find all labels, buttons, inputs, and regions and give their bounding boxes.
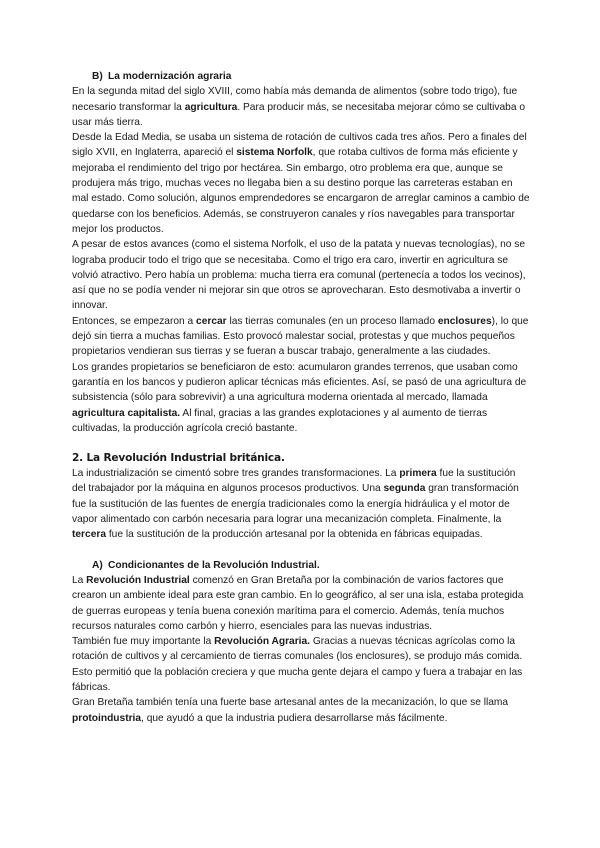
paragraph-tierra-comunal bbox=[72, 237, 530, 313]
text-run: comenzó en Gran Bretaña por la combinación de varios factores que crearon un ambiente ideal para este gran cambio. En lo geográfico, al ser una isla, estaba protegida de guerras europeas y tenía buena conexión marítima para el comercio. Además, tenía muchos recursos naturales como carbón y hierro, esenciales para las nuevas industrias. bbox=[72, 574, 524, 632]
bold-term: agricultura bbox=[184, 101, 238, 113]
text-run: Los grandes propietarios se beneficiaron de esto: acumularon grandes terrenos, que usaban como garantía en los bancos y pudieron aplicar técnicas más eficientes. Así, se pasó de una agricultura de subsistencia (sólo para sobrevivir) a una agricultura moderna orientada al mercado, llamada bbox=[72, 361, 527, 404]
bold-term: cercar bbox=[196, 315, 227, 327]
heading-letter: A) bbox=[92, 559, 103, 571]
paragraph-revolucion-agraria bbox=[72, 634, 530, 695]
bold-term: agricultura capitalista. bbox=[72, 407, 181, 419]
text-run: La bbox=[72, 574, 87, 586]
heading-text: La modernización agraria bbox=[108, 71, 232, 82]
bold-term: segunda bbox=[383, 483, 426, 495]
heading-letter: B) bbox=[92, 71, 103, 82]
text-run: , que rotaba cultivos de forma más eficiente y mejoraba el rendimiento del trigo por hectárea. Sin embargo, otro problema era que, aunque se produjera más trigo, muchas veces no llegaba bien a su destino porque las carreteras estaban en mal estado. Como solución, algunos emprendedores se encargaron de arreglar caminos a cambio de quedarse con los beneficios. Además, se construyeron canales y ríos navegables para transportar mejor los productos. bbox=[72, 147, 530, 235]
text-run: La industrialización se cimentó sobre tres grandes transformaciones. La bbox=[72, 468, 400, 480]
section-heading-modernizacion-agraria bbox=[92, 69, 530, 84]
bold-term: tercera bbox=[72, 529, 106, 541]
text-run: fue la sustitución de la producción artesanal por la obtenida en fábricas equipadas. bbox=[106, 529, 483, 541]
text-run: ), lo que dejó sin tierra a muchas familias. Esto provocó malestar social, protestas y que muchos pequeños propietarios vendieran sus tierras y se fueran a buscar trabajo, generalmente a las ciudades. bbox=[72, 315, 529, 358]
text-run: Entonces, se empezaron a bbox=[72, 315, 197, 327]
section-heading-revolucion-industrial: 2. La Revolución Industrial británica. bbox=[72, 452, 285, 465]
text-run: . Para producir más, se necesitaba mejorar cómo se cultivaba o usar más tierra. bbox=[72, 101, 525, 128]
text-run: Al final, gracias a las grandes explotaciones y al aumento de tierras cultivadas, la producción agrícola creció bastante. bbox=[72, 407, 488, 434]
section-heading-condicionantes bbox=[92, 558, 530, 573]
text-run: Gran Bretaña también tenía una fuerte base artesanal antes de la mecanización, lo que se llama bbox=[72, 697, 509, 709]
document-content bbox=[72, 69, 530, 726]
text-run: En la segunda mitad del siglo XVIII, como había más demanda de alimentos (sobre todo trigo), fue necesario transformar la bbox=[72, 86, 518, 113]
paragraph-demanda-alimentos bbox=[72, 84, 530, 130]
text-run: Desde la Edad Media, se usaba un sistema de rotación de cultivos cada tres años. Pero a finales del siglo XVII, en Inglaterra, apareció el bbox=[72, 132, 527, 159]
paragraph-enclosures bbox=[72, 314, 530, 360]
text-run: A pesar de estos avances (como el sistema Norfolk, el uso de la patata y nuevas tecnologías), no se lograba producir todo el trigo que se necesitaba. Como el trigo era caro, invertir en agricultura se volvió atractivo. Pero había un problema: mucha tierra era comunal (pertenecía a todos los vecinos), así que no se podía vender ni mejorar sin que otros se aprovecharan. Esto desmotivaba a invertir o innovar. bbox=[72, 239, 526, 312]
paragraph-sistema-norfolk bbox=[72, 130, 530, 237]
text-run: También fue muy importante la bbox=[72, 636, 215, 648]
text-run: , que ayudó a que la industria pudiera desarrollarse más fácilmente. bbox=[141, 712, 448, 724]
paragraph-protoindustria bbox=[72, 695, 530, 726]
text-run: Gracias a nuevas técnicas agrícolas como la rotación de cultivos y al cercamiento de tierras comunales (los enclosures), se produjo más comida. Esto permitió que la población creciera y que mucha gente dejara el campo y fuera a trabajar en las fábricas. bbox=[72, 636, 523, 693]
bold-term: primera bbox=[399, 468, 437, 480]
text-run: gran transformación fue la sustitución de las fuentes de energía tradicionales como la energía hidráulica y el motor de vapor alimentado con carbón necesaria para lograr una mecanización completa. Finalmente, la bbox=[72, 483, 519, 526]
heading-text: Condicionantes de la Revolución Industrial. bbox=[108, 559, 320, 571]
paragraph-tres-transformaciones bbox=[72, 466, 530, 542]
bold-term: Revolución Agraria. bbox=[214, 636, 311, 648]
bold-term: Revolución Industrial bbox=[86, 574, 190, 586]
bold-term: sistema Norfolk bbox=[236, 147, 313, 159]
bold-term: enclosures bbox=[437, 315, 492, 327]
text-run: las tierras comunales (en un proceso llamado bbox=[226, 315, 438, 327]
paragraph-agricultura-capitalista bbox=[72, 360, 530, 436]
spacer bbox=[72, 543, 530, 558]
bold-term: protoindustria bbox=[72, 712, 142, 724]
text-run: fue la sustitución del trabajador por la máquina en algunos procesos productivos. Una bbox=[72, 468, 516, 495]
paragraph-gran-bretana bbox=[72, 573, 530, 634]
